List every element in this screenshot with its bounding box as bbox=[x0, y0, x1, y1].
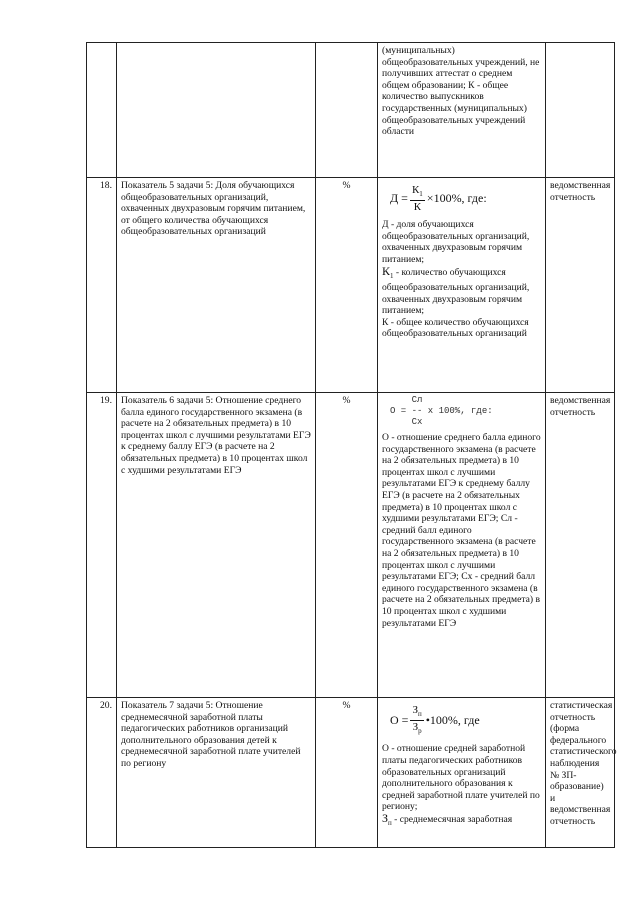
desc-zp bbox=[382, 810, 541, 830]
table-row-continuation bbox=[87, 43, 615, 178]
formula bbox=[390, 184, 541, 213]
formula-fraction bbox=[410, 184, 425, 213]
table-row bbox=[87, 698, 615, 848]
unit: % bbox=[316, 178, 378, 393]
desc-d: Д - доля обучающихся общеобразовательных организаций, охваченных двухразовым горячим питанием; bbox=[382, 219, 530, 265]
cell-formula bbox=[378, 43, 546, 178]
k1-symbol: К bbox=[382, 263, 391, 278]
formula-numerator-sub: п bbox=[417, 710, 422, 719]
formula-lhs: Д = bbox=[390, 190, 408, 205]
indicators-table bbox=[86, 42, 615, 848]
cell-num bbox=[87, 43, 117, 178]
cell-source bbox=[546, 43, 615, 178]
zp-symbol: З bbox=[382, 810, 389, 825]
formula-numerator-sub: 1 bbox=[419, 190, 423, 199]
desc-k1 bbox=[382, 263, 541, 317]
data-source: ведомственная отчетность bbox=[546, 178, 615, 393]
formula-denominator-sub: р bbox=[418, 727, 422, 736]
formula-denominator: З bbox=[412, 721, 419, 734]
row-number: 20. bbox=[87, 698, 117, 848]
formula-numerator: К bbox=[411, 184, 420, 196]
formula-fraction bbox=[410, 704, 423, 737]
formula-description: О - отношение среднего балла единого государственного экзамена (в расчете на 2 обязательных предмета) в 10 процентах школ с лучшими результатами ЕГЭ к среднему баллу ЕГЭ (в расчете на 2 обязательных предмета) в 10 процентах школ с худшими результатами ЕГЭ; Сл - средний балл единого государственного экзамена (в расчете на 2 обязательных предмета) в 10 процентах школ с лучшими результатами ЕГЭ; Сх - средний балл единого государственного экзамена (в расчете на 2 обязательных предмета) в 10 процентах школ с худшими результатами ЕГЭ bbox=[382, 432, 541, 629]
row-number: 19. bbox=[87, 393, 117, 698]
k1-sub: 1 bbox=[390, 271, 394, 280]
formula-text: (муниципальных) общеобразовательных учреждений, не получивших аттестат о среднем общем образовании; К - общее количество выпускников государственных (муниципальных) общеобразовательных учреждений области bbox=[382, 45, 540, 138]
unit: % bbox=[316, 393, 378, 698]
formula-lhs: О = bbox=[390, 712, 409, 727]
table-row bbox=[87, 178, 615, 393]
formula bbox=[390, 704, 541, 737]
indicator-name: Показатель 7 задачи 5: Отношение среднемесячной заработной платы педагогических работников организаций дополнительного образования детей к среднемесячной заработной плате учителей по региону bbox=[117, 698, 316, 848]
zp-text: - среднемесячная заработная bbox=[391, 813, 513, 825]
formula-denominator: К bbox=[413, 201, 422, 214]
formula-tail: ×100%, где: bbox=[426, 190, 487, 205]
cell-formula bbox=[378, 698, 546, 848]
unit: % bbox=[316, 698, 378, 848]
cell-unit bbox=[316, 43, 378, 178]
desc-o: О - отношение средней заработной платы педагогических работников образовательных организаций дополнительного образования к средней заработной плате учителей по региону; bbox=[382, 743, 540, 813]
row-number: 18. bbox=[87, 178, 117, 393]
cell-formula bbox=[378, 393, 546, 698]
indicator-name: Показатель 5 задачи 5: Доля обучающихся общеобразовательных организаций, охваченных двухразовым горячим питанием, от общего количества обучающихся общеобразовательных организаций bbox=[117, 178, 316, 393]
data-source: ведомственная отчетность bbox=[546, 393, 615, 698]
indicator-name: Показатель 6 задачи 5: Отношение среднего балла единого государственного экзамена (в расчете на 2 обязательных предмета) в 10 процентах школ с лучшими результатами ЕГЭ к среднему баллу ЕГЭ (в расчете на 2 обязательных предмета) в 10 процентах школ с худшими результатами ЕГЭ bbox=[117, 393, 316, 698]
formula-tail: •100%, где bbox=[425, 712, 480, 727]
table-row bbox=[87, 393, 615, 698]
formula-numerator: З bbox=[412, 704, 418, 716]
data-source: статистическая отчетность (форма федерального статистического наблюдения № ЗП-образование) и ведомственная отчетность bbox=[546, 698, 615, 848]
zp-sub: п bbox=[388, 818, 392, 827]
cell-formula bbox=[378, 178, 546, 393]
k1-text: - количество обучающихся общеобразовательных организаций, охваченных двухразовым горячим питанием; bbox=[382, 266, 530, 317]
cell-name bbox=[117, 43, 316, 178]
desc-k: К - общее количество обучающихся общеобразовательных организаций bbox=[382, 316, 529, 340]
formula-mono: Сл О = -- x 100%, где: Сх bbox=[390, 395, 493, 427]
